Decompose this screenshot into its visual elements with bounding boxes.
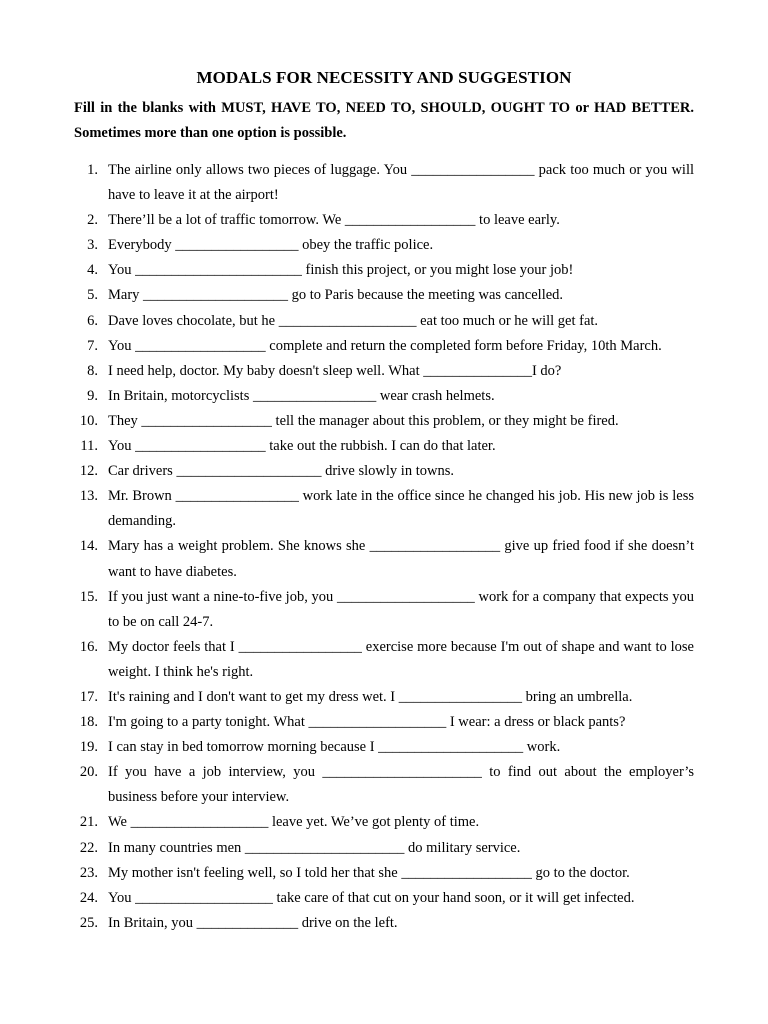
exercise-item — [74, 911, 694, 936]
exercise-item — [74, 836, 694, 861]
exercise-item — [74, 861, 694, 886]
exercise-item — [74, 810, 694, 835]
item-text: You ___________________ take care of that cut on your hand soon, or it will get infected. — [108, 889, 635, 906]
item-text: Mr. Brown _________________ work late in the office since he changed his job. His new job is less demanding. — [108, 488, 694, 530]
exercise-item — [74, 484, 694, 534]
item-text: I can stay in bed tomorrow morning because I ____________________ work. — [108, 739, 561, 756]
item-text: You _______________________ finish this project, or you might lose your job! — [108, 262, 574, 279]
item-text: It's raining and I don't want to get my dress wet. I _________________ bring an umbrella. — [108, 688, 633, 705]
item-number: 16. — [79, 638, 98, 655]
exercise-item — [74, 459, 694, 484]
instructions: Fill in the blanks with MUST, HAVE TO, NEED TO, SHOULD, OUGHT TO or HAD BETTER. Sometimes more than one option is possible. — [74, 100, 694, 141]
exercise-item — [74, 760, 694, 810]
exercise-item — [74, 208, 694, 233]
item-text: We ___________________ leave yet. We’ve got plenty of time. — [108, 814, 480, 831]
item-text: Car drivers ____________________ drive slowly in towns. — [108, 463, 454, 480]
item-text: You __________________ complete and return the completed form before Friday, 10th March. — [108, 337, 662, 354]
exercise-item — [74, 434, 694, 459]
item-text: They __________________ tell the manager about this problem, or they might be fired. — [108, 412, 619, 429]
item-number: 20. — [79, 764, 98, 781]
item-text: Mary ____________________ go to Paris because the meeting was cancelled. — [108, 287, 564, 304]
item-text: In Britain, you ______________ drive on the left. — [108, 914, 398, 931]
item-text: In Britain, motorcyclists _________________ wear crash helmets. — [108, 387, 495, 404]
item-number: 11. — [80, 438, 98, 455]
item-number: 10. — [79, 412, 98, 429]
item-number: 8. — [87, 362, 98, 379]
item-number: 23. — [79, 864, 98, 881]
exercise-item — [74, 334, 694, 359]
item-text: Everybody _________________ obey the traffic police. — [108, 237, 434, 254]
item-text: There’ll be a lot of traffic tomorrow. We __________________ to leave early. — [108, 212, 560, 229]
item-number: 13. — [79, 488, 98, 505]
exercise-item — [74, 258, 694, 283]
item-text: I need help, doctor. My baby doesn't sleep well. What _______________I do? — [108, 362, 562, 379]
item-text: The airline only allows two pieces of luggage. You _________________ pack too much or you will have to leave it at the airport! — [108, 162, 694, 204]
item-number: 12. — [79, 463, 98, 480]
item-number: 14. — [79, 538, 98, 555]
item-text: You __________________ take out the rubbish. I can do that later. — [108, 438, 496, 455]
item-text: If you just want a nine-to-five job, you ___________________ work for a company that expects you to be on call 24-7. — [108, 588, 694, 630]
item-text: I'm going to a party tonight. What ___________________ I wear: a dress or black pants? — [108, 714, 626, 731]
item-number: 25. — [79, 914, 98, 931]
item-number: 22. — [79, 839, 98, 856]
item-text: Dave loves chocolate, but he ___________________ eat too much or he will get fat. — [108, 312, 599, 329]
exercise-item — [74, 886, 694, 911]
exercise-item — [74, 685, 694, 710]
item-text: My mother isn't feeling well, so I told her that she __________________ go to the doctor. — [108, 864, 630, 881]
item-number: 18. — [79, 714, 98, 731]
exercise-item — [74, 710, 694, 735]
item-number: 24. — [79, 889, 98, 906]
item-number: 15. — [79, 588, 98, 605]
item-number: 2. — [87, 212, 98, 229]
item-number: 4. — [87, 262, 98, 279]
item-number: 19. — [79, 739, 98, 756]
exercise-item — [74, 409, 694, 434]
exercise-item — [74, 585, 694, 635]
exercise-item — [74, 384, 694, 409]
item-number: 3. — [87, 237, 98, 254]
item-number: 1. — [87, 162, 98, 178]
exercise-item — [74, 359, 694, 384]
exercise-item — [74, 158, 694, 208]
item-text: In many countries men ______________________ do military service. — [108, 839, 521, 856]
exercise-list — [74, 158, 694, 936]
item-text: If you have a job interview, you ______________________ to find out about the employer’s business before your interview. — [108, 764, 694, 806]
item-number: 9. — [87, 387, 98, 404]
item-text: Mary has a weight problem. She knows she __________________ give up fried food if she doesn’t want to have diabetes. — [108, 538, 694, 580]
item-number: 7. — [87, 337, 98, 354]
exercise-item — [74, 309, 694, 334]
exercise-item — [74, 635, 694, 685]
item-text: My doctor feels that I _________________ exercise more because I'm out of shape and want to lose weight. I think he's right. — [108, 638, 694, 680]
item-number: 17. — [79, 688, 98, 705]
exercise-item — [74, 534, 694, 584]
item-number: 21. — [79, 814, 98, 831]
item-number: 6. — [87, 312, 98, 329]
exercise-item — [74, 735, 694, 760]
exercise-item — [74, 283, 694, 308]
item-number: 5. — [87, 287, 98, 304]
worksheet-title: MODALS FOR NECESSITY AND SUGGESTION — [196, 68, 572, 87]
exercise-item — [74, 233, 694, 258]
